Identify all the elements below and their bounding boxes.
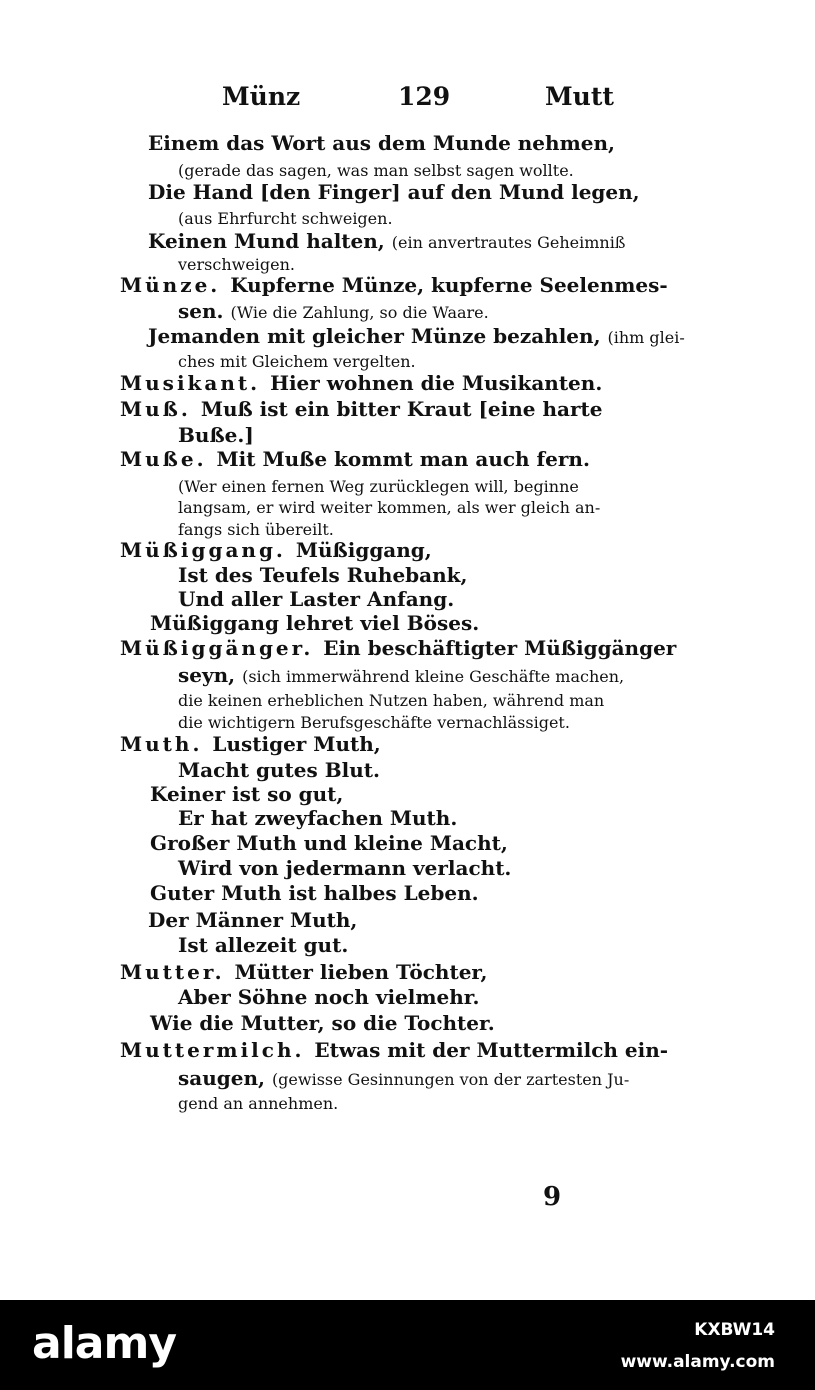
entry-headword: Muth. (120, 732, 213, 756)
text-line (150, 881, 479, 905)
entry-headword: Muttermilch. (120, 1038, 315, 1062)
watermark-bar (0, 1300, 815, 1390)
explanation-text: (sich immerwährend kleine Geschäfte machen, (242, 667, 625, 686)
explanation-text: verschweigen. (178, 255, 296, 274)
text-line (178, 1066, 629, 1092)
text-line (148, 324, 685, 350)
text-line (120, 371, 602, 395)
image-id: KXBW14 (694, 1320, 775, 1340)
text-line (178, 299, 489, 325)
proverb-text: Macht gutes Blut. (178, 758, 380, 782)
explanation-text: gend an annehmen. (178, 1094, 339, 1113)
proverb-text: Ist des Teufels Ruhebank, (178, 563, 468, 587)
text-line (178, 205, 393, 231)
text-line (178, 587, 454, 611)
running-head-left: Münz (222, 82, 301, 111)
explanation-text: (Wer einen fernen Weg zurücklegen will, beginne (178, 477, 579, 496)
text-line (120, 960, 487, 984)
text-line (150, 611, 479, 635)
signature-mark: 9 (543, 1182, 562, 1212)
explanation-text: die keinen erheblichen Nutzen haben, während man (178, 691, 605, 710)
page-number: 129 (398, 82, 451, 111)
proverb-text: Etwas mit der Muttermilch ein- (314, 1038, 669, 1062)
text-line (178, 933, 348, 957)
explanation-text: (aus Ehrfurcht schweigen. (178, 209, 393, 228)
text-line (120, 538, 432, 562)
proverb-text: Er hat zweyfachen Muth. (178, 806, 458, 830)
entry-headword: Müßiggänger. (120, 636, 324, 660)
proverb-text: Guter Muth ist halbes Leben. (150, 881, 479, 905)
explanation-text: die wichtigern Berufsgeschäfte vernachlässiget. (178, 713, 570, 732)
alamy-logo: alamy (32, 1318, 176, 1369)
proverb-text: Keiner ist so gut, (150, 782, 344, 806)
entry-headword: Muße. (120, 447, 217, 471)
proverb-text: Der Männer Muth, (148, 908, 358, 932)
explanation-text: (gewisse Gesinnungen von der zartesten Ju- (271, 1070, 630, 1089)
proverb-text: Mit Muße kommt man auch fern. (216, 447, 590, 471)
text-line (178, 985, 479, 1009)
text-line (120, 273, 668, 297)
proverb-text: Hier wohnen die Musikanten. (270, 371, 603, 395)
explanation-text: (ein anvertrautes Geheimniß (391, 233, 626, 252)
proverb-text: Muß ist ein bitter Kraut [eine harte (200, 397, 603, 421)
text-line (150, 1011, 495, 1035)
text-line (150, 782, 343, 806)
text-line (120, 636, 676, 660)
text-line (120, 447, 590, 471)
text-line (120, 397, 602, 421)
explanation-text: (Wie die Zahlung, so die Waare. (230, 303, 489, 322)
proverb-text: Kupferne Münze, kupferne Seelenmes- (230, 273, 668, 297)
explanation-text: fangs sich übereilt. (178, 520, 334, 539)
proverb-text: Großer Muth und kleine Macht, (150, 831, 508, 855)
text-line (178, 856, 511, 880)
proverb-text: seyn, (178, 663, 243, 687)
entry-headword: Münze. (120, 273, 231, 297)
explanation-text: langsam, er wird weiter kommen, als wer gleich an- (178, 498, 601, 517)
proverb-text: Müßiggang, (295, 538, 432, 562)
text-line (120, 1038, 668, 1062)
proverb-text: Jemanden mit gleicher Münze bezahlen, (148, 324, 608, 348)
text-line (178, 423, 254, 447)
text-line (150, 831, 508, 855)
explanation-text: ches mit Gleichem vergelten. (178, 352, 416, 371)
text-line (178, 1090, 338, 1116)
proverb-text: Wird von jedermann verlacht. (178, 856, 512, 880)
proverb-text: saugen, (178, 1066, 272, 1090)
text-line (178, 563, 467, 587)
proverb-text: Mütter lieben Töchter, (234, 960, 488, 984)
text-line (148, 131, 615, 155)
proverb-text: Ist allezeit gut. (178, 933, 349, 957)
entry-headword: Musikant. (120, 371, 271, 395)
proverb-text: Müßiggang lehret viel Böses. (150, 611, 480, 635)
proverb-text: Einem das Wort aus dem Munde nehmen, (148, 131, 615, 155)
proverb-text: Lustiger Muth, (212, 732, 381, 756)
entry-headword: Müßiggang. (120, 538, 296, 562)
proverb-text: Aber Söhne noch vielmehr. (178, 985, 480, 1009)
entry-headword: Mutter. (120, 960, 235, 984)
proverb-text: Keinen Mund halten, (148, 229, 392, 253)
proverb-text: Buße.] (178, 423, 254, 447)
explanation-text: (ihm glei- (607, 328, 685, 347)
text-line (120, 732, 381, 756)
proverb-text: Wie die Mutter, so die Tochter. (150, 1011, 495, 1035)
text-line (148, 180, 640, 204)
entry-headword: Muß. (120, 397, 201, 421)
proverb-text: Und aller Laster Anfang. (178, 587, 455, 611)
text-line (178, 806, 457, 830)
text-line (178, 758, 380, 782)
proverb-text: Ein beschäftigter Müßiggänger (323, 636, 677, 660)
text-line (148, 908, 357, 932)
explanation-text: (gerade das sagen, was man selbst sagen wollte. (178, 161, 574, 180)
running-head-right: Mutt (545, 82, 614, 111)
text-line (178, 663, 624, 689)
proverb-text: sen. (178, 299, 231, 323)
watermark-url: www.alamy.com (620, 1352, 775, 1372)
proverb-text: Die Hand [den Finger] auf den Mund legen, (148, 180, 640, 204)
